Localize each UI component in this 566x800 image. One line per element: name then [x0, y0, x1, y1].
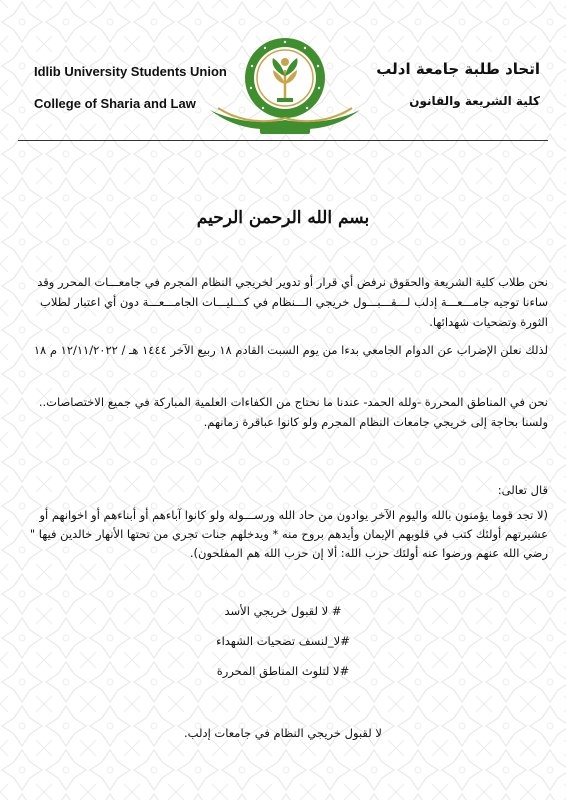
quran-quote-text: (لا تجد قوما يؤمنون بالله واليوم الآخر يوادون من حاد الله ورســـوله ولو كانوا آباءهم أو أبناءهم أو اخوانهم أو عشيرتهم أولئك كتب في قلوبهم الإيمان وأيدهم بروح منه * ويدخلهم جنات تجري من تحتها الأنهار خالدين فيها " رضي الله عنهم ورضوا عنه أولئك حزب الله: ألا إن حزب الله هم المفلحون). [29, 508, 548, 560]
header-arabic-college: كلية الشريعة والقانون [409, 94, 540, 108]
statement-paragraph-1 [18, 272, 548, 332]
closing-line: لا لقبول خريجي النظام في جامعات إدلب. [184, 726, 382, 740]
header-arabic-union: اتحاد طلبة جامعة ادلب [376, 60, 540, 78]
statement-paragraph-2 [18, 340, 548, 360]
basmala-heading: بسم الله الرحمن الرحيم [196, 208, 370, 228]
header-english-college: College of Sharia and Law [34, 96, 196, 111]
statement-paragraph-3 [18, 392, 548, 432]
hashtag-1: # لا لقبول خريجي الأسد [224, 604, 342, 618]
hashtag-2: #لا_لنسف تضحيات الشهداء [216, 634, 350, 648]
quote-intro [18, 480, 548, 500]
paragraph-text: نحن طلاب كلية الشريعة والحقوق نرفض أي قرار أو تدوير لخريجي النظام المجرم في جامعـــات المحرر وقد ساءنا توجيه جامـــعـــة إدلب لـــقـــبـــول خريجي الـــنظام في كـــليـــات الجامـــعـــة دون أي اعتبار لطلاب الثورة وتضحيات شهدائها. [37, 275, 548, 329]
quran-quote [18, 506, 548, 563]
hashtag-3: #لا لتلوث المناطق المحررة [216, 664, 350, 678]
paragraph-text: لذلك نعلن الإضراب عن الدوام الجامعي بدءا من يوم السبت القادم ١٨ ربيع الآخر ١٤٤٤ هـ / ١٢/١١/٢٠٢٢ م ١٨ [33, 343, 548, 357]
logo-wings-ribbon [206, 104, 364, 136]
header-divider [18, 140, 548, 141]
paragraph-text: نحن في المناطق المحررة -ولله الحمد- عندنا ما نحتاج من الكفاءات العلمية المباركة في جميع الاختصاصات.. ولسنا بحاجة إلى خريجي جامعات النظام المجرم ولو كانوا عباقرة زمانهم. [38, 395, 548, 429]
quote-intro-text: قال تعالى: [497, 483, 548, 497]
header-english-union: Idlib University Students Union [34, 64, 227, 79]
